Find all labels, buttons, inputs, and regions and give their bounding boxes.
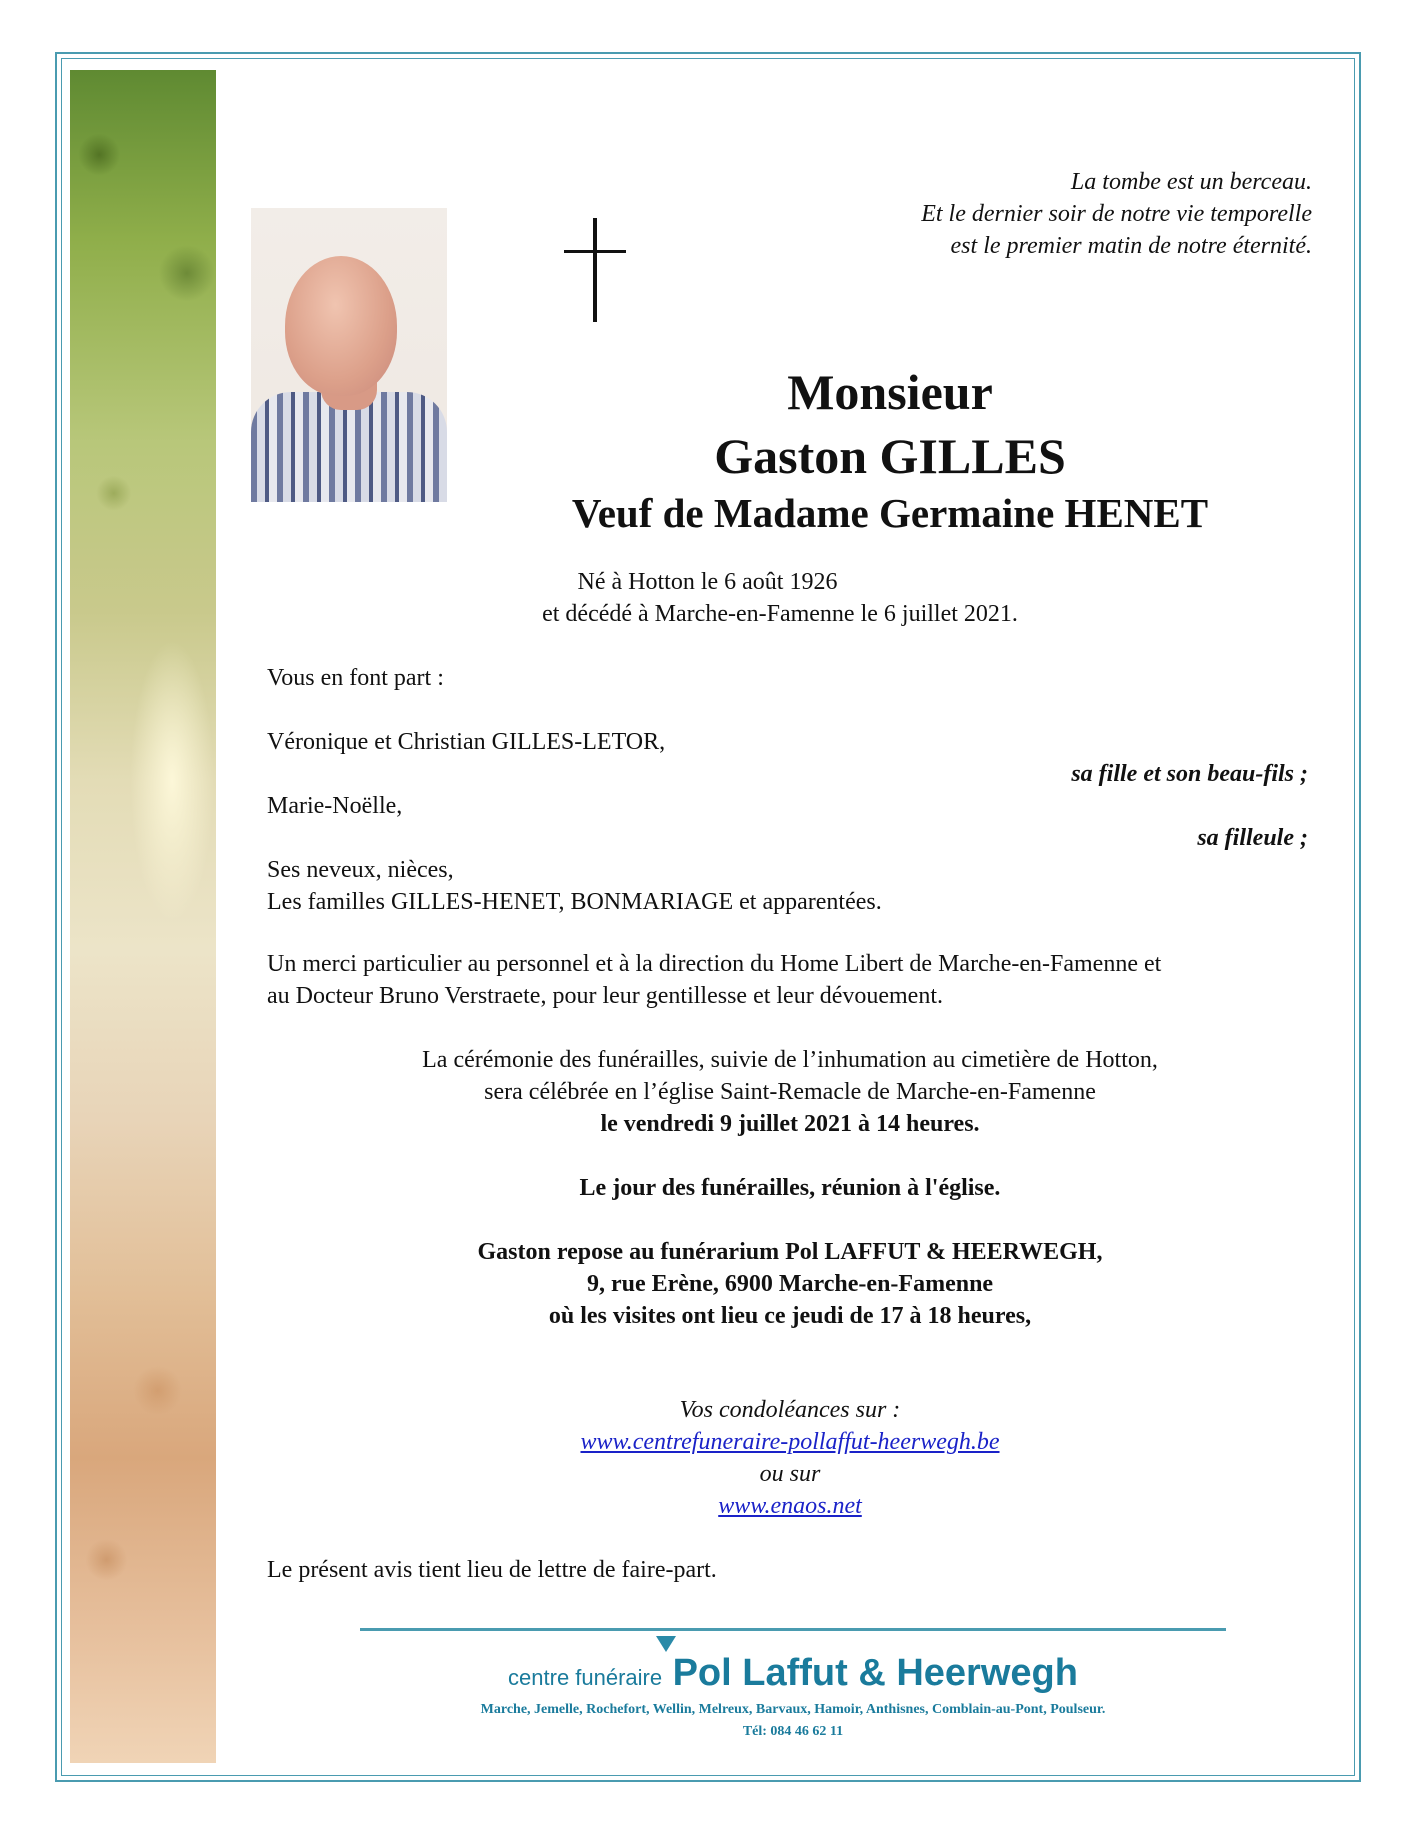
salutation: Monsieur (787, 364, 993, 420)
ceremony-line: sera célébrée en l’église Saint-Remacle de Marche-en-Famenne (484, 1079, 1096, 1105)
deceased-name: Gaston GILLES (714, 428, 1066, 484)
family-name: Marie-Noëlle, (267, 793, 403, 819)
ceremony-line: La cérémonie des funérailles, suivie de l’inhumation au cimetière de Hotton, (422, 1047, 1158, 1073)
portrait-photo (251, 208, 447, 502)
portrait-head (285, 256, 397, 396)
condolences-link-enaos[interactable]: www.enaos.net (718, 1493, 862, 1519)
ceremony-date: le vendredi 9 juillet 2021 à 14 heures. (600, 1111, 980, 1137)
family-relation: sa fille et son beau-fils ; (1071, 761, 1308, 787)
quote-line: Et le dernier soir de notre vie temporelle (921, 201, 1312, 227)
notice-line: Le présent avis tient lieu de lettre de faire-part. (267, 1557, 717, 1583)
family-entry (267, 726, 1313, 918)
quote-line: est le premier matin de notre éternité. (950, 233, 1312, 259)
family-name: Véronique et Christian GILLES-LETOR, (267, 729, 666, 755)
epitaph-quote (921, 166, 1312, 262)
birth-death-dates (230, 566, 1330, 630)
logo-prefix: centre funéraire (508, 1665, 663, 1690)
ceremony-meeting: Le jour des funérailles, réunion à l'église. (579, 1175, 1001, 1201)
footer-locations: Marche, Jemelle, Rochefort, Wellin, Melreux, Barvaux, Hamoir, Anthisnes, Comblain-au-Pont, Poulseur. (480, 1702, 1106, 1717)
quote-line: La tombe est un berceau. (1070, 169, 1312, 195)
footer-divider (360, 1628, 1226, 1631)
condolences (250, 1394, 1330, 1522)
death-line: et décédé à Marche-en-Famenne le 6 juillet 2021. (542, 601, 1018, 627)
family-intro: Vous en font part : (267, 665, 444, 691)
family-others: Ses neveux, nièces, (267, 857, 454, 883)
visit-line: 9, rue Erène, 6900 Marche-en-Famenne (586, 1271, 994, 1297)
thanks-line: au Docteur Bruno Verstraete, pour leur gentillesse et leur dévouement. (267, 983, 943, 1009)
condolences-intro: Vos condoléances sur : (679, 1397, 901, 1423)
thanks-line: Un merci particulier au personnel et à la direction du Home Libert de Marche-en-Famenne et (267, 951, 1162, 977)
visit-line: où les visites ont lieu ce jeudi de 17 à 18 heures, (548, 1303, 1032, 1329)
triangle-down-icon (656, 1636, 676, 1652)
family-others: Les familles GILLES-HENET, BONMARIAGE et apparentées. (267, 889, 882, 915)
spouse-line: Veuf de Madame Germaine HENET (571, 490, 1209, 536)
family-relation: sa filleule ; (1197, 825, 1308, 851)
forest-path-photo (70, 70, 216, 1763)
funeral-home-logo (360, 1652, 1226, 1695)
visit-line: Gaston repose au funérarium Pol LAFFUT & HEERWEGH, (477, 1239, 1103, 1265)
ceremony-paragraph (250, 1044, 1330, 1332)
thanks-paragraph (267, 948, 1313, 1012)
condolences-or: ou sur (759, 1461, 821, 1487)
logo-brand: Pol Laffut & Heerwegh (672, 1652, 1078, 1694)
condolences-link-centre[interactable]: www.centrefuneraire-pollaffut-heerwegh.be (580, 1429, 1000, 1455)
birth-line: Né à Hotton le 6 août 1926 (577, 569, 838, 595)
footer-phone: Tél: 084 46 62 11 (742, 1724, 844, 1739)
